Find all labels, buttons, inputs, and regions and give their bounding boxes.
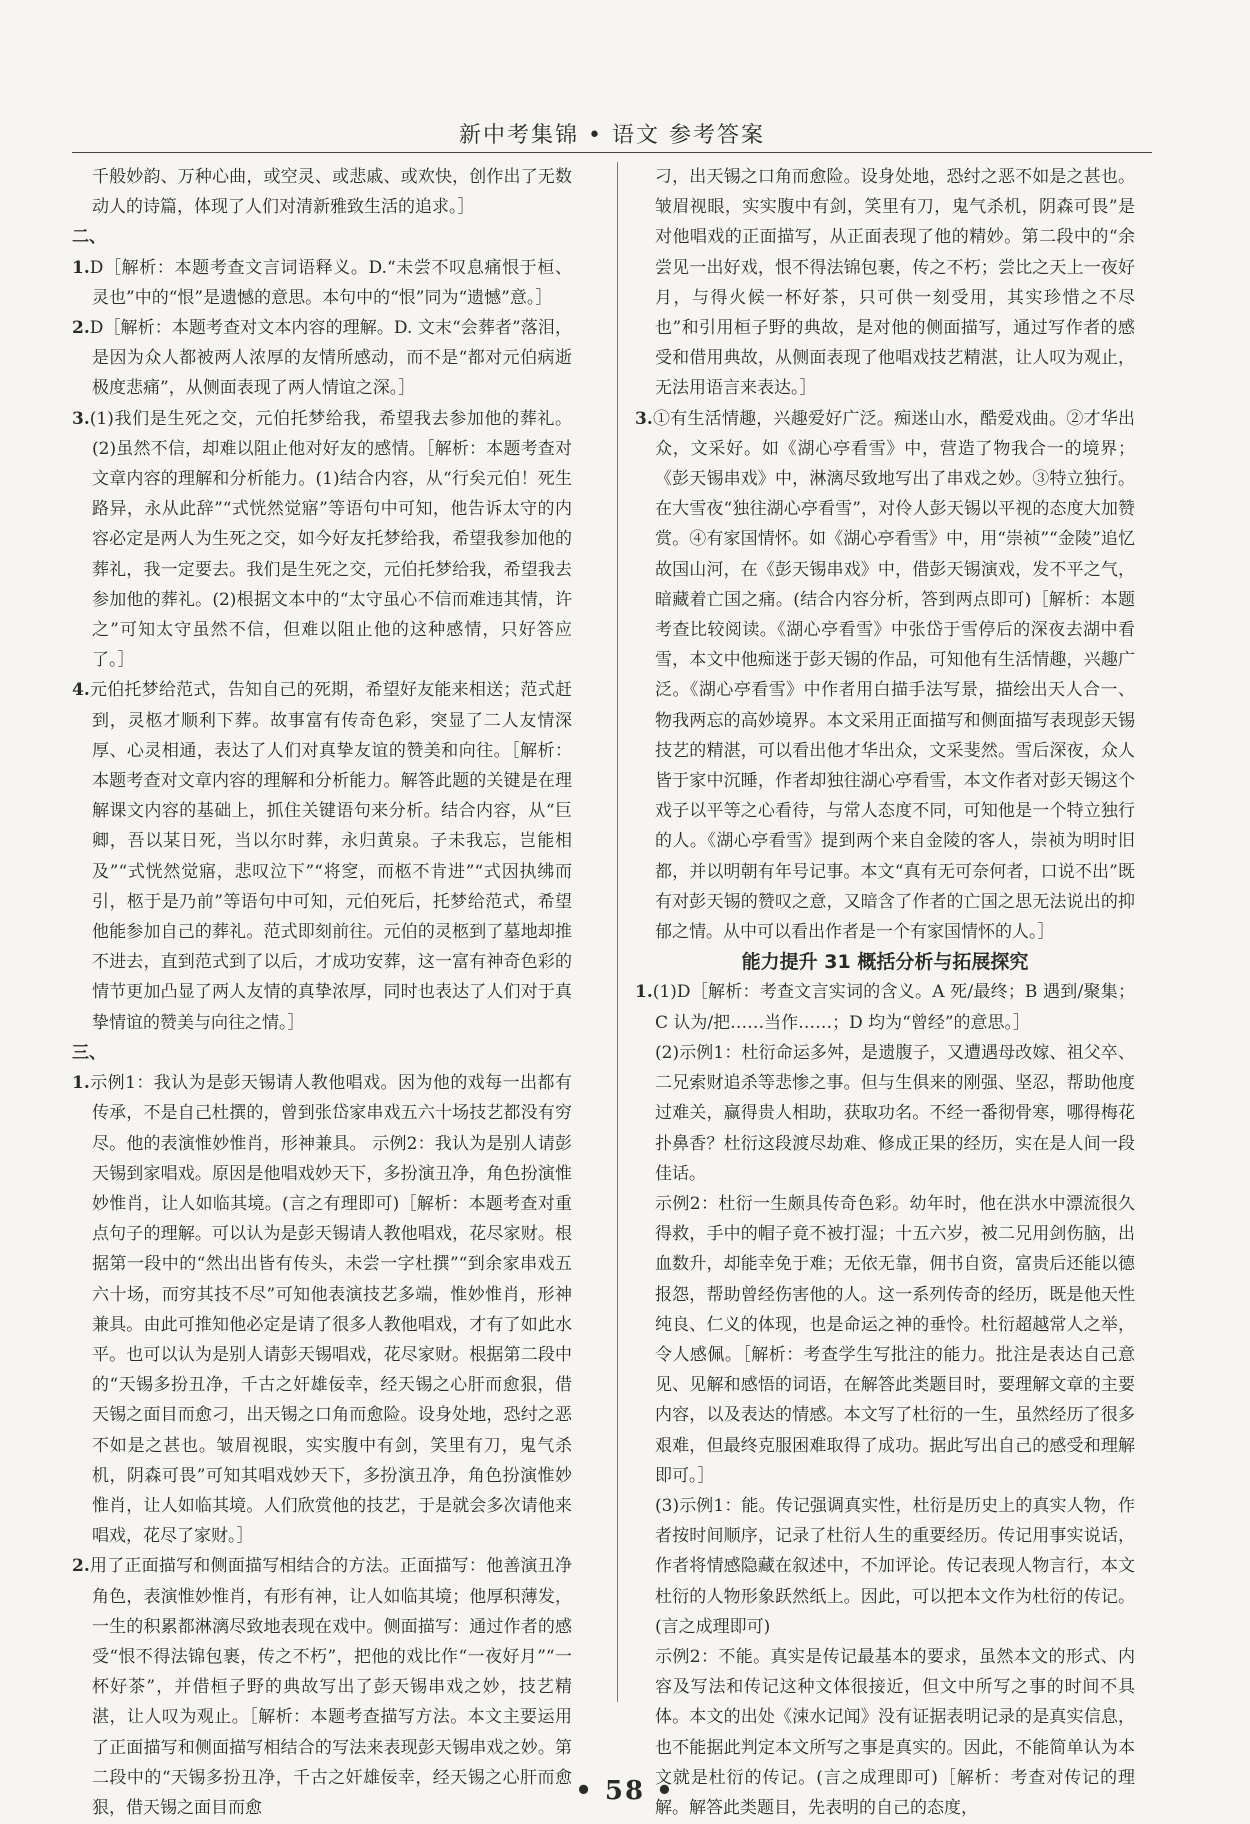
page-header: 新中考集锦 • 语文 参考答案 xyxy=(72,118,1152,153)
item-number: 1. xyxy=(72,257,90,278)
item-number: 1. xyxy=(72,1073,90,1094)
item-number: 2. xyxy=(72,318,90,339)
answer-item xyxy=(72,675,572,1037)
item-text: 示例1：我认为是彭天锡请人教他唱戏。因为他的戏每一出都有传承，不是自己杜撰的，曾到张岱家串戏五六十场技艺都没有穷尽。他的表演惟妙惟肖，形神兼具。 示例2：我认为是别人请彭天锡到家唱戏。原因是他唱戏妙天下，多扮演丑净，角色扮演惟妙惟肖，让人如临其境。(言之有理即可)［解析：本题考查对重点句子的理解。可以认为是彭天锡请人教他唱戏，花尽家财。根据第一段中的“然出出皆有传头，未尝一字杜撰”“到余家串戏五六十场，而穷其技不尽”可知他表演技艺多端，惟妙惟肖，形神兼具。由此可推知他必定是请了很多人教他唱戏，才有了如此水平。也可以认为是别人请彭天锡唱戏，花尽家财。根据第二段中的“天锡多扮丑净，千古之奸雄佞幸，经天锡之心肝而愈狠，借天锡之面目而愈刁，出天锡之口角而愈险。设身处地，恐纣之恶不如是之甚也。皱眉视眼，实实腹中有剑，笑里有刀，鬼气杀机，阴森可畏”可知其唱戏妙天下，多扮演丑净，角色扮演惟妙惟肖，让人如临其境。人们欣赏他的技艺，于是就会多次请他来唱戏，花尽了家财。］ xyxy=(89,1073,572,1547)
item-number: 3. xyxy=(72,408,90,429)
page-number: • 58 • xyxy=(575,1776,675,1806)
item-number: 2. xyxy=(72,1556,90,1577)
intro-text: 千般妙韵、万种心曲，或空灵、或悲戚、或欢快，创作出了无数动人的诗篇，体现了人们对清新雅致生活的追求。］ xyxy=(92,167,572,218)
continued-text: 刁，出天锡之口角而愈险。设身处地，恐纣之恶不如是之甚也。皱眉视眼，实实腹中有剑，笑里有刀，鬼气杀机，阴森可畏”是对他唱戏的正面描写，从正面表现了他的精妙。第二段中的“余尝见一出好戏，恨不得法锦包裹，传之不朽；尝比之天上一夜好月，与得火候一杯好茶，只可供一刻受用，其实珍惜之不尽也”和引用桓子野的典故，是对他的侧面描写，通过写作者的感受和借用典故，从侧面表现了他唱戏技艺精湛，让人叹为观止，无法用语言来表达。］ xyxy=(655,167,1135,399)
item-text: 用了正面描写和侧面描写相结合的方法。正面描写：他善演丑净角色，表演惟妙惟肖，有形有神，让人如临其境；他厚积薄发，一生的积累都淋漓尽致地表现在戏中。侧面描写：通过作者的感受“恨不得法锦包裹，传之不朽”，把他的戏比作“一夜好月”“一杯好茶”，并借桓子野的典故写出了彭天锡串戏之妙，技艺精湛，让人叹为观止。［解析：本题考查描写方法。本文主要运用了正面描写和侧面描写相结合的写法来表现彭天锡串戏之妙。第二段中的“天锡多扮丑净，千古之奸雄佞幸，经天锡之心肝而愈狠，借天锡之面目而愈 xyxy=(89,1556,572,1818)
chapter-heading: 能力提升 31 概括分析与拓展探究 xyxy=(741,951,1029,974)
sub-answer: 示例2：杜衍一生颇具传奇色彩。幼年时，他在洪水中漂流很久得救，手中的帽子竟不被打湿；十五六岁，被二兄用剑伤脑，出血数升，却能幸免于难；无依无靠，佣书自资，富贵后还能以德报怨，帮助曾经伤害他的人。这一系列传奇的经历，既是他天性纯良、仁义的体现，也是命运之神的垂怜。杜衍超越常人之举，令人感佩。［解析：考查学生写批注的能力。批注是表达自己意见、见解和感悟的词语，在解答此类题目时，要理解文章的主要内容，以及表达的情感。本文写了杜衍的一生，虽然经历了很多艰难，但最终克服困难取得了成功。据此写出自己的感受和理解即可。］ xyxy=(655,1193,1135,1486)
item-text: D［解析：本题考查文言词语释义。D.“未尝不叹息痛恨于桓、灵也”中的“恨”是遗憾的意思。本句中的“恨”同为“遗憾”意。］ xyxy=(89,257,572,308)
left-column xyxy=(72,162,572,1818)
sub-answer: (3)示例1：能。传记强调真实性，杜衍是历史上的真实人物，作者按时间顺序，记录了杜衍人生的重要经历。传记用事实说话，作者将情感隐藏在叙述中，不加评论。传记表现人物言行，本文杜衍的人物形象跃然纸上。因此，可以把本文作为杜衍的传记。(言之成理即可) xyxy=(655,1495,1135,1637)
answer-item xyxy=(635,977,1135,1037)
section-heading-2: 二、 xyxy=(72,227,106,248)
item-text: (1)我们是生死之交，元伯托梦给我，希望我去参加他的葬礼。(2)虽然不信，却难以阻止他对好友的感情。［解析：本题考查对文章内容的理解和分析能力。(1)结合内容，从“行矣元伯！死生路异，永从此辞”“式恍然觉寤”等语句中可知，他告诉太守的内容必定是两人为生死之交，如今好友托梦给我，希望我参加他的葬礼，我一定要去。我们是生死之交，元伯托梦给我，希望我去参加他的葬礼。(2)根据文本中的“太守虽心不信而难违其情，许之”可知太守虽然不信，但难以阻止他的这种感情，只好答应了。］ xyxy=(89,408,572,671)
item-text: ①有生活情趣，兴趣爱好广泛。痴迷山水，酷爱戏曲。②才华出众，文采好。如《湖心亭看雪》中，营造了物我合一的境界；《彭天锡串戏》中，淋漓尽致地写出了串戏之妙。③特立独行。在大雪夜“独往湖心亭看雪”，对伶人彭天锡以平视的态度大加赞赏。④有家国情怀。如《湖心亭看雪》中，用“崇祯”“金陵”追忆故国山河，在《彭天锡串戏》中，借彭天锡演戏，发不平之气，暗藏着亡国之痛。(结合内容分析，答到两点即可)［解析：本题考查比较阅读。《湖心亭看雪》中张岱于雪停后的深夜去湖中看雪，本文中他痴迷于彭天锡的作品，可知他有生活情趣，兴趣广泛。《湖心亭看雪》中作者用白描手法写景，描绘出天人合一、物我两忘的高妙境界。本文采用正面描写和侧面描写表现彭天锡技艺的精湛，可以看出他才华出众，文采斐然。雪后深夜，众人皆于家中沉睡，作者却独往湖心亭看雪，本文作者对彭天锡这个戏子以平等之心看待，与常人态度不同，可知他是一个特立独行的人。《湖心亭看雪》提到两个来自金陵的客人，崇祯为明时旧都，并以明朝有年号记事。本文“真有无可奈何者，口说不出”既有对彭天锡的赞叹之意，又暗含了作者的亡国之思无法说出的抑郁之情。从中可以看出作者是一个有家国情怀的人。］ xyxy=(652,408,1135,943)
item-text: (1)D［解析：考查文言实词的含义。A 死/最终；B 遇到/聚集；C 认为/把……当作……；D 均为“曾经”的意思。］ xyxy=(652,982,1135,1033)
column-divider xyxy=(617,162,618,1702)
sub-answer: (2)示例1：杜衍命运多舛，是遗腹子，又遭遇母改嫁、祖父卒、二兄索财追杀等悲惨之事。但与生俱来的刚强、坚忍，帮助他度过难关，赢得贵人相助，获取功名。不经一番彻骨寒，哪得梅花扑鼻香？杜衍这段渡尽劫难、修成正果的经历，实在是人间一段佳话。 xyxy=(655,1042,1135,1184)
right-column xyxy=(635,162,1135,1818)
answer-item xyxy=(72,253,572,313)
answer-item xyxy=(72,1068,572,1551)
item-number: 3. xyxy=(635,408,653,429)
answer-item xyxy=(635,404,1135,948)
item-number: 4. xyxy=(72,680,90,701)
section-heading-3: 三、 xyxy=(72,1042,106,1063)
sub-answer: 示例2：不能。真实是传记最基本的要求，虽然本文的形式、内容及写法和传记这种文体很接近，但文中所写之事的时间不具体。本文的出处《涑水记闻》没有证据表明记录的是真实信息，也不能据此判定本文所写之事是真实的。因此，不能简单认为本文就是杜衍的传记。(言之成理即可)［解析：考查对传记的理解。解答此类题目，先表明的自己的态度， xyxy=(655,1646,1135,1818)
item-text: D［解析：本题考查对文本内容的理解。D. 文末“会葬者”落泪，是因为众人都被两人浓厚的友情所感动，而不是“都对元伯病逝极度悲痛”，从侧面表现了两人情谊之深。］ xyxy=(89,318,572,399)
answer-item xyxy=(72,313,572,404)
answer-item xyxy=(72,404,572,676)
item-number: 1. xyxy=(635,982,653,1003)
item-text: 元伯托梦给范式，告知自己的死期，希望好友能来相送；范式赶到，灵柩才顺利下葬。故事富有传奇色彩，突显了二人友情深厚、心灵相通，表达了人们对真挚友谊的赞美和向往。［解析：本题考查对文章内容的理解和分析能力。解答此题的关键是在理解课文内容的基础上，抓住关键语句来分析。结合内容，从“巨卿，吾以某日死，当以尔时葬，永归黄泉。子未我忘，岂能相及”“式恍然觉寤，悲叹泣下”“将窆，而柩不肯进”“式因执绋而引，柩于是乃前”等语句中可知，元伯死后，托梦给范式，希望他能参加自己的葬礼。范式即刻前往。元伯的灵柩到了墓地却推不进去，直到范式到了以后，才成功安葬，这一富有神奇色彩的情节更加凸显了两人友情的真挚浓厚，同时也表达了人们对于真挚情谊的赞美与向往之情。］ xyxy=(89,680,572,1033)
